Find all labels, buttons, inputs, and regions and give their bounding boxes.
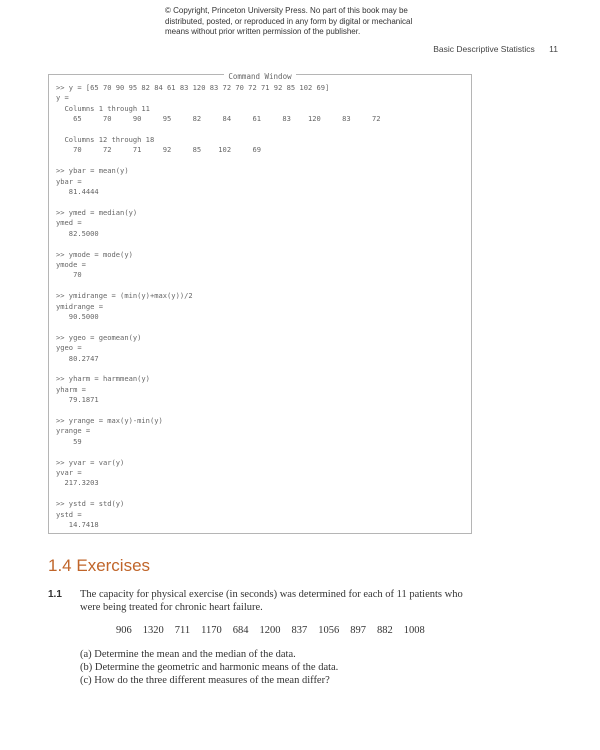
data-value: 684 [232, 625, 249, 636]
command-line [56, 406, 471, 416]
command-line: >> ystd = std(y) [56, 499, 125, 509]
command-line: Columns 1 through 11 [56, 103, 150, 113]
command-line: yvar = [56, 468, 82, 478]
exercise-parts [80, 648, 478, 687]
command-line [56, 239, 471, 249]
command-line [56, 322, 471, 332]
data-value: 906 [116, 625, 132, 636]
command-line: 217.3203 [56, 478, 99, 488]
running-head [433, 44, 558, 54]
command-line: 14.7418 [56, 520, 99, 530]
exercise-data-values [116, 624, 478, 637]
command-line: >> ymode = mode(y) [56, 249, 133, 259]
exercise-part: (a) Determine the mean and the median of the data. [80, 649, 296, 660]
command-line: 79.1871 [56, 395, 99, 405]
command-line: 90.5000 [56, 311, 99, 321]
command-line: 70 [56, 270, 82, 280]
command-line [56, 125, 471, 135]
command-window-output [49, 75, 471, 530]
command-line: Columns 12 through 18 [56, 135, 155, 145]
command-line: >> yharm = harmmean(y) [56, 374, 150, 384]
exercise-part: (b) Determine the geometric and harmonic means of the data. [80, 662, 339, 673]
page-number: 11 [549, 44, 558, 54]
command-line: 80.2747 [56, 353, 99, 363]
command-line [56, 447, 471, 457]
command-line: yharm = [56, 384, 86, 394]
command-window-title: Command Window [224, 72, 295, 81]
command-line: yrange = [56, 426, 91, 436]
running-head-title: Basic Descriptive Statistics [433, 44, 535, 54]
command-line: >> yvar = var(y) [56, 457, 125, 467]
command-line: 70 72 71 92 85 102 69 [56, 145, 261, 155]
command-line: >> yrange = max(y)-min(y) [56, 416, 163, 425]
command-line: ymed = [56, 218, 82, 228]
data-value: 1320 [142, 625, 164, 636]
exercise-1-1 [48, 588, 478, 687]
data-value: 882 [377, 625, 393, 636]
data-value: 1008 [403, 625, 425, 636]
command-line [56, 364, 471, 374]
exercise-number: 1.1 [48, 589, 62, 600]
command-line: >> y = [65 70 90 95 82 84 61 83 120 83 72 70 72 71 92 85 102 69] [56, 83, 330, 92]
command-line [56, 156, 471, 166]
command-line: ymode = [56, 259, 86, 269]
exercise-part: (c) How do the three different measures of the mean differ? [80, 675, 330, 686]
command-line [56, 489, 471, 499]
copyright-line-3: means without prior written permission of the publisher. [165, 27, 361, 36]
command-line: 65 70 90 95 82 84 61 83 120 83 72 [56, 114, 381, 124]
exercise-text: The capacity for physical exercise (in seconds) was determined for each of 11 patients who were being treated for chronic heart failure. [80, 589, 463, 613]
command-line: >> ymed = median(y) [56, 207, 138, 217]
command-window [48, 74, 472, 534]
command-line: ystd = [56, 509, 82, 519]
command-line: 82.5000 [56, 228, 99, 238]
copyright-line-2: distributed, posted, or reproduced in any form by digital or mechanical [165, 16, 413, 26]
command-line: >> ybar = mean(y) [56, 166, 129, 176]
copyright-notice [165, 6, 465, 38]
data-value: 897 [350, 625, 366, 636]
command-line: ymidrange = [56, 301, 103, 311]
data-value: 1056 [318, 625, 340, 636]
command-line: 81.4444 [56, 187, 99, 197]
data-value: 1170 [201, 625, 222, 636]
command-line: 59 [56, 436, 82, 446]
command-line [56, 281, 471, 291]
data-value: 1200 [259, 625, 281, 636]
command-line: >> ygeo = geomean(y) [56, 332, 142, 342]
command-line: ybar = [56, 176, 82, 186]
copyright-line-1: © Copyright, Princeton University Press. No part of this book may be [165, 6, 408, 15]
section-title: 1.4 Exercises [48, 556, 151, 575]
command-line: ygeo = [56, 343, 82, 353]
command-window-title-bar [49, 69, 471, 83]
data-value: 837 [291, 625, 308, 636]
command-line: y = [56, 93, 69, 103]
command-line [56, 197, 471, 207]
data-value: 711 [174, 625, 191, 636]
command-line: >> ymidrange = (min(y)+max(y))/2 [56, 291, 193, 301]
